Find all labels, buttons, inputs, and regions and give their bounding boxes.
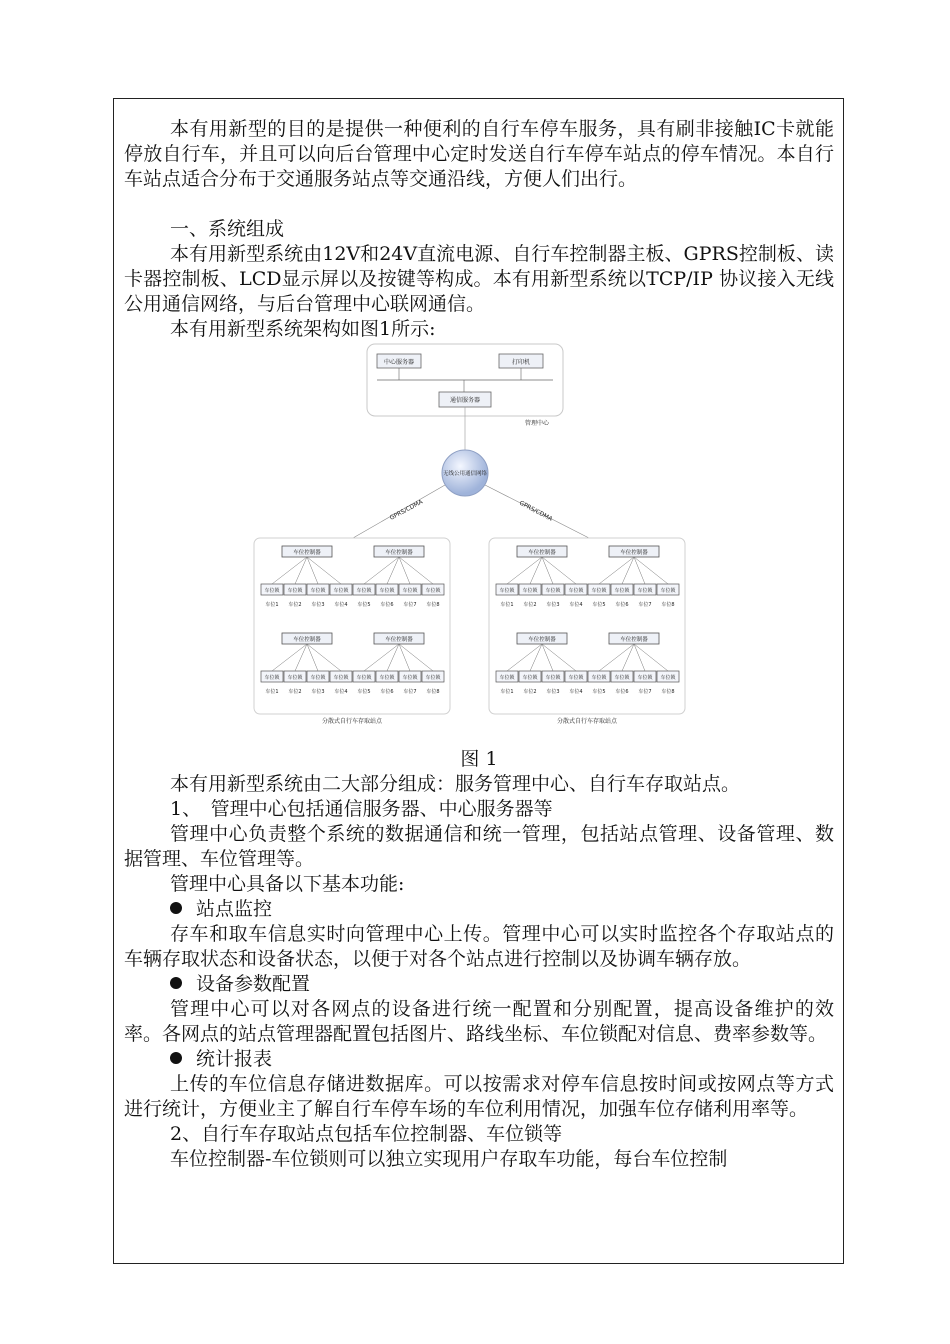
lock-label: 车位锁	[545, 675, 561, 681]
system-architecture-diagram	[249, 342, 689, 745]
slot-label: 车位4	[569, 602, 583, 608]
station-box-left	[254, 538, 450, 714]
slot-label: 车位8	[661, 602, 675, 608]
slot-label: 车位1	[500, 602, 514, 608]
printer-label: 打印机	[511, 359, 531, 366]
lock-label: 车位锁	[637, 675, 653, 681]
document-content	[124, 117, 834, 1172]
bullet-icon	[170, 902, 182, 914]
bullet-device-config	[124, 972, 834, 997]
lock-label: 车位锁	[591, 588, 607, 594]
slot-label: 车位4	[334, 602, 348, 608]
slot-label: 车位8	[661, 689, 675, 695]
center-server-label: 中心服务器	[383, 359, 415, 366]
composition-paragraph: 本有用新型系统由12V和24V直流电源、自行车控制器主板、GPRS控制板、读卡器控制板、LCD显示屏以及按键等构成。本有用新型系统以TCP/IP 协议接入无线公用通信网络，与后台管理中心联网通信。	[124, 243, 834, 315]
lock-label: 车位锁	[522, 588, 538, 594]
lock-label: 车位锁	[333, 588, 349, 594]
controller-label: 车位控制器	[620, 637, 648, 643]
slot-label: 车位6	[380, 689, 394, 695]
item-2-heading: 2、自行车存取站点包括车位控制器、车位锁等	[170, 1123, 563, 1145]
slot-label: 车位8	[426, 689, 440, 695]
controller-label: 车位控制器	[385, 550, 413, 556]
slot-label: 车位3	[546, 689, 560, 695]
lock-label: 车位锁	[591, 675, 607, 681]
lock-label: 车位锁	[568, 675, 584, 681]
slot-label: 车位5	[357, 689, 371, 695]
bullet-icon	[170, 1052, 182, 1064]
controller-label: 车位控制器	[528, 550, 556, 556]
slot-label: 车位7	[403, 689, 417, 695]
station-label-left: 分散式自行车存取站点	[321, 718, 383, 725]
lock-label: 车位锁	[287, 588, 303, 594]
lock-label: 车位锁	[614, 675, 630, 681]
lock-label: 车位锁	[379, 675, 395, 681]
two-parts-paragraph: 本有用新型系统由二大部分组成：服务管理中心、自行车存取站点。	[170, 773, 741, 795]
slot-label: 车位1	[265, 689, 279, 695]
architecture-intro: 本有用新型系统架构如图1所示:	[170, 318, 436, 340]
bullet-title: 统计报表	[196, 1048, 273, 1070]
slot-label: 车位2	[288, 602, 302, 608]
slot-label: 车位3	[546, 602, 560, 608]
slot-label: 车位3	[311, 689, 325, 695]
lock-label: 车位锁	[310, 588, 326, 594]
item-1-heading: 1、 管理中心包括通信服务器、中心服务器等	[170, 798, 553, 820]
lock-label: 车位锁	[499, 588, 515, 594]
slot-label: 车位7	[638, 602, 652, 608]
slot-label: 车位2	[288, 689, 302, 695]
lock-label: 车位锁	[264, 675, 280, 681]
slot-label: 车位5	[592, 602, 606, 608]
device-config-text: 管理中心可以对各网点的设备进行统一配置和分别配置，提高设备维护的效率。各网点的站点管理器配置包括图片、路线坐标、车位锁配对信息、费率参数等。	[124, 998, 834, 1045]
lock-label: 车位锁	[356, 675, 372, 681]
lock-label: 车位锁	[402, 675, 418, 681]
last-paragraph: 车位控制器-车位锁则可以独立实现用户存取车功能，每台车位控制	[170, 1148, 728, 1170]
lock-label: 车位锁	[637, 588, 653, 594]
slot-label: 车位1	[265, 602, 279, 608]
slot-label: 车位4	[569, 689, 583, 695]
document-frame	[113, 98, 844, 1264]
controller-label: 车位控制器	[385, 637, 413, 643]
slot-label: 车位2	[523, 602, 537, 608]
lock-label: 车位锁	[522, 675, 538, 681]
comm-server-label: 通信服务器	[449, 397, 481, 404]
lock-label: 车位锁	[660, 675, 676, 681]
slot-label: 车位6	[615, 602, 629, 608]
diagram-svg	[249, 342, 689, 745]
lock-label: 车位锁	[402, 588, 418, 594]
slot-label: 车位7	[403, 602, 417, 608]
management-functions-intro: 管理中心具备以下基本功能:	[170, 873, 405, 895]
slot-label: 车位6	[380, 602, 394, 608]
lock-label: 车位锁	[568, 588, 584, 594]
bullet-icon	[170, 977, 182, 989]
management-center-label: 管理中心	[525, 420, 550, 427]
lock-label: 车位锁	[545, 588, 561, 594]
section-title: 一、系统组成	[170, 218, 285, 240]
slot-label: 车位7	[638, 689, 652, 695]
lock-label: 车位锁	[379, 588, 395, 594]
intro-paragraph: 本有用新型的目的是提供一种便利的自行车停车服务，具有刷非接触IC卡就能停放自行车，并且可以向后台管理中心定时发送自行车停车站点的停车情况。本自行车站点适合分布于交通服务站点等交通沿线，方便人们出行。	[124, 118, 834, 190]
controller-label: 车位控制器	[293, 550, 321, 556]
statistics-text: 上传的车位信息存储进数据库。可以按需求对停车信息按时间或按网点等方式进行统计，方便业主了解自行车停车场的车位利用情况，加强车位存储利用率等。	[124, 1073, 834, 1120]
figure-caption: 图 1	[460, 748, 498, 770]
lock-label: 车位锁	[264, 588, 280, 594]
slot-label: 车位6	[615, 689, 629, 695]
controller-label: 车位控制器	[528, 637, 556, 643]
slot-label: 车位5	[357, 602, 371, 608]
management-description: 管理中心负责整个系统的数据通信和统一管理，包括站点管理、设备管理、数据管理、车位管理等。	[124, 823, 834, 870]
station-label-right: 分散式自行车存取站点	[556, 718, 618, 725]
link-label-right: GPRS/CDMA	[518, 499, 554, 523]
slot-label: 车位4	[334, 689, 348, 695]
controller-label: 车位控制器	[620, 550, 648, 556]
bullet-title: 设备参数配置	[196, 973, 311, 995]
bullet-title: 站点监控	[196, 898, 273, 920]
slot-label: 车位2	[523, 689, 537, 695]
controller-label: 车位控制器	[293, 637, 321, 643]
lock-label: 车位锁	[310, 675, 326, 681]
slot-label: 车位1	[500, 689, 514, 695]
slot-label: 车位5	[592, 689, 606, 695]
lock-label: 车位锁	[287, 675, 303, 681]
lock-label: 车位锁	[333, 675, 349, 681]
link-label-left: GPRS/CDMA	[388, 498, 425, 522]
lock-label: 车位锁	[499, 675, 515, 681]
bullet-statistics	[124, 1047, 834, 1072]
bullet-site-monitoring	[124, 897, 834, 922]
lock-label: 车位锁	[614, 588, 630, 594]
site-monitoring-text: 存车和取车信息实时向管理中心上传。管理中心可以实时监控各个存取站点的车辆存取状态和设备状态，以便于对各个站点进行控制以及协调车辆存放。	[124, 923, 834, 970]
slot-label: 车位8	[426, 602, 440, 608]
lock-label: 车位锁	[356, 588, 372, 594]
lock-label: 车位锁	[425, 675, 441, 681]
lock-label: 车位锁	[425, 588, 441, 594]
lock-label: 车位锁	[660, 588, 676, 594]
network-label: 无线公用通信网络	[442, 471, 488, 477]
station-box-right	[489, 538, 685, 714]
slot-label: 车位3	[311, 602, 325, 608]
